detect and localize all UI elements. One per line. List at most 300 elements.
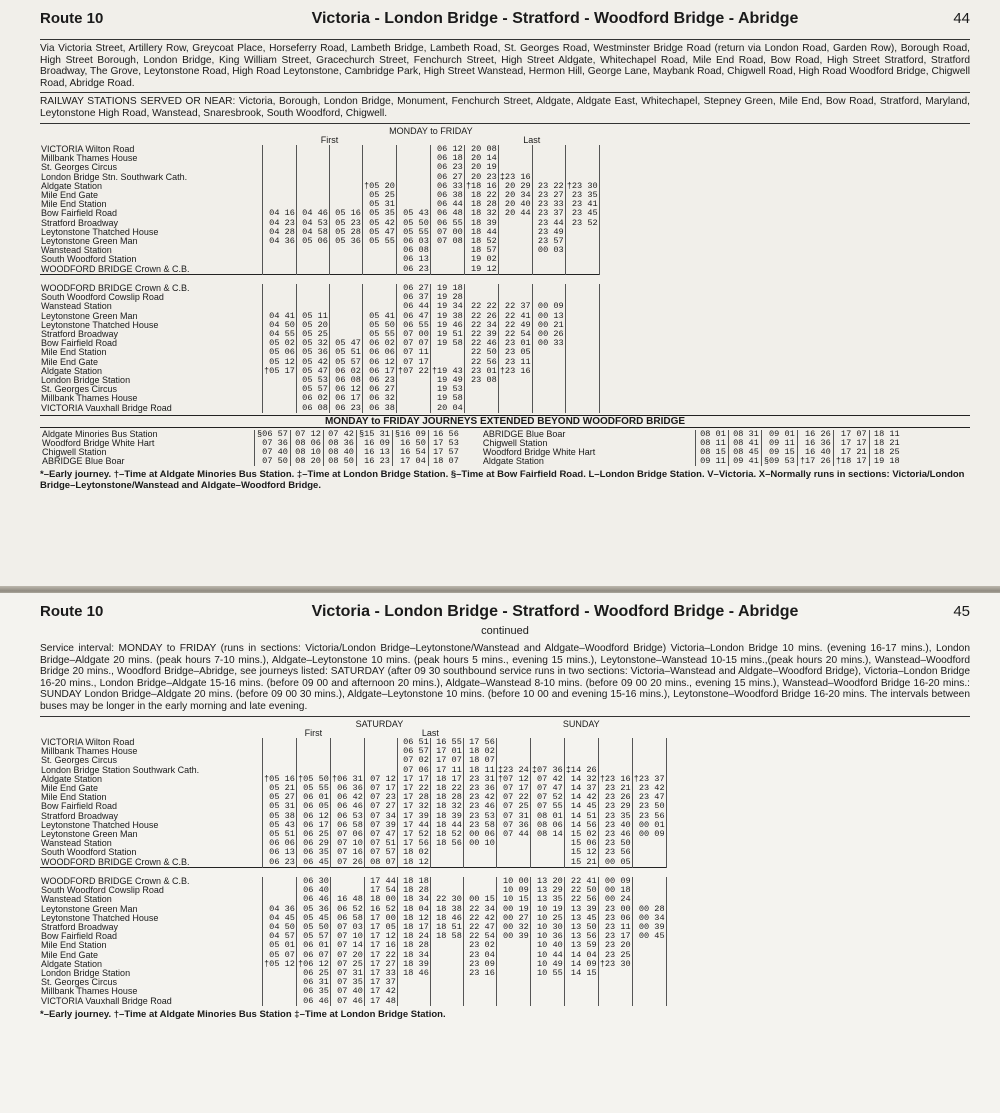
departure-time: 05 02 [263, 339, 297, 348]
departure-time: 19 58 [430, 394, 464, 403]
departure-time: 17 32 [397, 802, 430, 811]
departure-time: 06 38 [362, 404, 396, 413]
departure-time: 23 02 [463, 941, 496, 950]
table-row [40, 802, 666, 811]
departure-time [530, 997, 564, 1006]
departure-time [565, 330, 599, 339]
departure-time: 22 30 [430, 895, 463, 904]
departure-time [263, 163, 297, 172]
stop-name: St. Georges Circus [41, 756, 118, 766]
table-row [40, 348, 599, 357]
departure-time: 07 44 [496, 830, 530, 839]
departure-time [364, 756, 397, 765]
departure-time [364, 747, 397, 756]
departure-time: 07 46 [330, 997, 364, 1006]
departure-time: 07 16 [330, 848, 364, 857]
departure-time [263, 255, 297, 264]
departure-time: 06 38 [430, 191, 464, 200]
departure-time [263, 997, 297, 1006]
departure-time: 17 56 [463, 738, 496, 747]
stop-name: Wanstead Station [41, 895, 112, 905]
departure-time: 23 44 [532, 219, 565, 228]
departure-time: 17 28 [397, 793, 430, 802]
departure-time [598, 747, 632, 756]
departure-time: 00 15 [463, 895, 496, 904]
departure-time: 05 25 [296, 330, 329, 339]
departure-time: 00 21 [532, 321, 565, 330]
stop-name: WOODFORD BRIDGE Crown & C.B. [41, 877, 190, 886]
departure-time [362, 284, 396, 293]
departure-time: 06 06 [362, 348, 396, 357]
departure-time: 09 11 [695, 457, 728, 466]
departure-time: 17 44 [364, 877, 397, 886]
departure-time [362, 145, 396, 154]
departure-time [397, 987, 430, 996]
departure-time: 08 06 [290, 439, 323, 448]
departure-time [296, 163, 329, 172]
departure-time: 23 08 [464, 376, 498, 385]
departure-time: 17 16 [364, 941, 397, 950]
departure-time [430, 265, 464, 275]
stop-name: Leytonstone Green Man [41, 311, 138, 321]
departure-time: 07 47 [530, 784, 564, 793]
departure-time [263, 756, 297, 765]
departure-time: 08 14 [530, 830, 564, 839]
stop-name: VICTORIA Vauxhall Bridge Road [41, 403, 172, 413]
departure-time [362, 302, 396, 311]
stop-name: Woodford Bridge White Hart [482, 446, 596, 457]
departure-time: 23 42 [463, 793, 496, 802]
stop-name: Leytonstone Thatched House [41, 820, 159, 830]
stop-name: Millbank Thames House [41, 987, 138, 997]
departure-time [296, 302, 329, 311]
departure-time: 06 45 [296, 858, 330, 868]
departure-time [498, 255, 532, 264]
departure-time [564, 756, 598, 765]
departure-time [329, 312, 362, 321]
departure-time [329, 246, 362, 255]
departure-time [496, 978, 530, 987]
departure-time: 17 00 [364, 914, 397, 923]
departure-time [496, 987, 530, 996]
departure-time [396, 385, 430, 394]
departure-time [263, 969, 297, 978]
departure-time [396, 376, 430, 385]
stop-name: Bow Fairfield Road [41, 932, 118, 942]
departure-time: 06 03 [396, 237, 430, 246]
departure-time: 18 07 [428, 457, 461, 466]
departure-time [632, 839, 666, 848]
departure-time: 05 36 [296, 348, 329, 357]
stop-name: Mile End Gate [41, 357, 99, 367]
departure-time [430, 858, 463, 868]
departure-time: 05 51 [263, 830, 297, 839]
departure-time: 18 22 [430, 784, 463, 793]
departure-time [498, 284, 532, 293]
departure-time: 23 49 [532, 228, 565, 237]
departure-time [364, 738, 397, 747]
departure-time: 16 52 [364, 905, 397, 914]
departure-time [632, 969, 666, 978]
departure-time: 18 34 [397, 895, 430, 904]
departure-time [532, 404, 565, 413]
table-row [40, 793, 666, 802]
departure-time: 20 08 [464, 145, 498, 154]
departure-time: 08 01 [530, 812, 564, 821]
departure-time: 22 34 [464, 321, 498, 330]
departure-time: 09 01 [761, 430, 797, 439]
departure-time: 07 08 [430, 237, 464, 246]
departure-time [463, 997, 496, 1006]
table-row [40, 330, 599, 339]
departure-time: 16 26 [797, 430, 833, 439]
departure-time: 16 09 [356, 439, 392, 448]
departure-time: 19 51 [430, 330, 464, 339]
departure-time [362, 163, 396, 172]
departure-time [565, 237, 599, 246]
departure-time: 17 52 [397, 830, 430, 839]
departure-time [296, 200, 329, 209]
departure-time: 19 28 [430, 293, 464, 302]
departure-time [329, 284, 362, 293]
departure-time: 22 37 [498, 302, 532, 311]
departure-time [362, 293, 396, 302]
departure-time [263, 987, 297, 996]
departure-time [396, 182, 430, 191]
table-row [40, 358, 599, 367]
departure-time: 06 17 [329, 394, 362, 403]
departure-time [430, 348, 464, 357]
departure-time: 06 12 [430, 145, 464, 154]
weekend-timetable [40, 720, 667, 1006]
departure-time: 22 54 [463, 932, 496, 941]
departure-time: 13 59 [564, 941, 598, 950]
departure-time: 07 42 [530, 775, 564, 784]
departure-time [498, 394, 532, 403]
departure-time: 18 11 [463, 766, 496, 775]
departure-time: 08 40 [323, 448, 356, 457]
extended-journeys [40, 430, 970, 466]
departure-time: 23 50 [632, 802, 666, 811]
departure-time: †05 16 [264, 774, 295, 784]
departure-time [532, 358, 565, 367]
departure-time: 06 17 [362, 367, 396, 376]
stop-name: Woodford Bridge White Hart [42, 437, 155, 448]
table-row [40, 960, 666, 969]
departure-time: ‡07 36 [531, 765, 563, 775]
departure-time: †05 12 [264, 959, 295, 969]
departure-time: 06 12 [362, 358, 396, 367]
departure-time: †05 17 [264, 366, 295, 376]
continued-label: continued [481, 625, 529, 637]
table-row [40, 219, 599, 228]
departure-time [565, 339, 599, 348]
departure-time: 18 21 [869, 439, 902, 448]
departure-time: 18 44 [430, 821, 463, 830]
weekday-timetable [40, 127, 600, 413]
departure-time: 05 23 [329, 219, 362, 228]
table-row [40, 886, 666, 895]
departure-time: 08 36 [323, 439, 356, 448]
departure-time: 07 47 [364, 830, 397, 839]
departure-time [632, 756, 666, 765]
departure-time: 17 39 [397, 812, 430, 821]
departure-time: 05 55 [362, 237, 396, 246]
stop-name: ABRIDGE Blue Boar [482, 428, 566, 439]
departure-time: 10 44 [530, 951, 564, 960]
departure-time [498, 404, 532, 413]
departure-time: 05 57 [329, 358, 362, 367]
departure-time [598, 766, 632, 775]
departure-time: 07 31 [496, 812, 530, 821]
departure-time: 05 20 [296, 321, 329, 330]
departure-time: 18 32 [430, 802, 463, 811]
departure-time: 20 23 [464, 173, 498, 182]
departure-time: 22 50 [564, 886, 598, 895]
departure-time [263, 376, 297, 385]
departure-time: †06 31 [331, 774, 363, 784]
departure-time: 14 04 [564, 951, 598, 960]
departure-time: 23 16 [463, 969, 496, 978]
departure-time [330, 886, 364, 895]
departure-time [532, 348, 565, 357]
departure-time: 00 32 [496, 923, 530, 932]
stop-name: Millbank Thames House [41, 747, 138, 757]
departure-time [329, 321, 362, 330]
table-row [40, 895, 666, 904]
departure-time: 06 02 [329, 367, 362, 376]
departure-time: 18 22 [464, 191, 498, 200]
service-interval: Service interval: MONDAY to FRIDAY (runs in sections: Victoria/London Bridge–Leytonstone/Wanstead and Aldgate–Woodford Bridge) Victoria–London Bridge 10 mins. (evening 16-17 mins.), London Bridge–Aldgate 20 mins. (peak hours 7-10 mins.), Aldgate–Leytonstone 10 mins. (peak hours 5 mins., evening 15 mins.), Leytonstone–Wanstead 10-15 mins.,(peak hours 20 mins.), Wanstead–Woodford Bridge 20 mins., Woodford Bridge–Abridge, see journeys listed: SATURDAY (after 09 30 southbound service runs in two sections: Victoria–Wanstead and Aldgate–Woodford Bridge), Victoria–London Bridge 16-20 mins., London Bridge–Aldgate 15-16 mins. (before 09 00 and afternoon 20 mins.), Aldgate–Wanstead 8-10 mins. (before 09 00 20 mins., evening 15 mins.), Wanstead–Woodford Bridge 16-20 mins.: SUNDAY London Bridge–Aldgate 20 mins. (before 09 00 30 mins.), Aldgate–Leytonstone 10 mins. (before 10 00 and evening 15-16 mins.), Leytonstone–Woodford Bridge 16-20 mins. The intervals between buses may be longer in the early morning and late evening. [40, 643, 970, 712]
departure-time: 22 39 [464, 330, 498, 339]
departure-time: 00 01 [632, 821, 666, 830]
departure-time: 06 37 [396, 293, 430, 302]
footnote: *–Early journey. †–Time at Aldgate Minories Bus Station ‡–Time at London Bridge Station. [40, 1008, 446, 1020]
stop-name: Aldgate Station [41, 774, 103, 784]
departure-time [430, 951, 463, 960]
departure-time: 07 23 [364, 793, 397, 802]
departure-time: 05 07 [263, 951, 297, 960]
departure-time: 17 48 [364, 997, 397, 1006]
departure-time [296, 182, 329, 191]
departure-time: 06 02 [296, 394, 329, 403]
extended-right [481, 430, 902, 466]
departure-time: 06 08 [329, 376, 362, 385]
departure-time [498, 265, 532, 275]
departure-time: 07 25 [330, 960, 364, 969]
departure-time: 17 22 [364, 951, 397, 960]
stop-name: Mile End Gate [41, 950, 99, 960]
departure-time [498, 163, 532, 172]
departure-time: 23 09 [463, 960, 496, 969]
departure-time [396, 191, 430, 200]
departure-time [263, 284, 297, 293]
departure-time: 23 06 [598, 914, 632, 923]
table-row [40, 255, 599, 264]
departure-time [296, 265, 329, 275]
departure-time: 18 46 [397, 969, 430, 978]
departure-time [632, 747, 666, 756]
stop-name: South Woodford Cowslip Road [41, 886, 164, 896]
departure-time: 06 42 [330, 793, 364, 802]
departure-time: 23 00 [598, 905, 632, 914]
departure-time: 05 47 [329, 339, 362, 348]
departure-time: 07 10 [330, 839, 364, 848]
stop-name: Leytonstone Thatched House [41, 320, 159, 330]
departure-time: 07 12 [364, 775, 397, 784]
departure-time: 07 17 [364, 784, 397, 793]
departure-time: 23 56 [598, 848, 632, 857]
departure-time: 10 30 [530, 923, 564, 932]
departure-time: ‡14 26 [565, 765, 597, 775]
departure-time: 07 40 [330, 987, 364, 996]
departure-time: 22 22 [464, 302, 498, 311]
departure-time: 06 12 [296, 812, 330, 821]
departure-time [565, 145, 599, 154]
departure-time [598, 738, 632, 747]
departure-time: 05 12 [263, 358, 297, 367]
departure-time: 00 03 [532, 246, 565, 255]
departure-time [565, 293, 599, 302]
departure-time: 09 15 [761, 448, 797, 457]
table-row [40, 163, 599, 172]
departure-time: 06 17 [296, 821, 330, 830]
departure-time: 10 15 [496, 895, 530, 904]
departure-time: 18 39 [397, 960, 430, 969]
table-row [481, 457, 902, 466]
departure-time [464, 284, 498, 293]
departure-time [329, 200, 362, 209]
departure-time [565, 228, 599, 237]
departure-time: †18 17 [833, 457, 869, 466]
stop-name: Aldgate Station [41, 959, 103, 969]
stop-name: London Bridge Station [41, 376, 131, 386]
stop-name: Bow Fairfield Road [41, 339, 118, 349]
departure-time: 16 48 [330, 895, 364, 904]
extended-left [40, 430, 461, 466]
departure-time: 06 44 [430, 200, 464, 209]
departure-time: 18 32 [464, 209, 498, 218]
departure-time: 09 41 [728, 457, 761, 466]
departure-time: 17 57 [428, 448, 461, 457]
departure-time [496, 848, 530, 857]
departure-time: 10 40 [530, 941, 564, 950]
departure-time: †05 20 [363, 181, 395, 191]
departure-time: 18 44 [464, 228, 498, 237]
stop-name: London Bridge Station [41, 969, 131, 979]
departure-time: 06 58 [330, 914, 364, 923]
departure-time [430, 969, 463, 978]
departure-time [396, 163, 430, 172]
departure-time: 06 44 [396, 302, 430, 311]
table-row [40, 404, 599, 413]
departure-time [498, 219, 532, 228]
last-label: Last [421, 728, 439, 738]
departure-time [632, 951, 666, 960]
outbound-rows [40, 145, 599, 274]
departure-time: 18 38 [430, 905, 463, 914]
departure-time: 05 47 [296, 367, 329, 376]
railway-stations: RAILWAY STATIONS SERVED OR NEAR: Victoria, Borough, London Bridge, Monument, Fenchurch Street, Aldgate, Aldgate East, Whitechapel, Stepney Green, Mile End, Bow Road, Stratford, Maryland, Leytonstone High Road, Wanstead, Snaresbrook, South Woodford, Chigwell. [40, 96, 970, 119]
departure-time: 06 08 [396, 246, 430, 255]
departure-time: 07 20 [330, 951, 364, 960]
table-row [40, 302, 599, 311]
departure-time: 18 39 [430, 812, 463, 821]
departure-time: 06 23 [263, 858, 297, 868]
departure-time: 06 55 [430, 219, 464, 228]
departure-time: 06 06 [263, 839, 297, 848]
departure-time: 16 40 [797, 448, 833, 457]
departure-time: 16 23 [356, 457, 392, 466]
departure-time [565, 404, 599, 413]
departure-time [430, 246, 464, 255]
stop-name: Leytonstone Green Man [41, 904, 138, 914]
stop-name: London Bridge Stn. Southwark Cath. [41, 172, 188, 182]
departure-time [362, 173, 396, 182]
departure-time: 04 50 [263, 321, 297, 330]
departure-time: 05 38 [263, 812, 297, 821]
table-row [40, 237, 599, 246]
departure-time: 00 28 [632, 905, 666, 914]
departure-time: 17 56 [397, 839, 430, 848]
departure-time [296, 293, 329, 302]
departure-time: 17 11 [430, 766, 463, 775]
departure-time: 16 56 [428, 430, 461, 439]
departure-time: 06 55 [396, 321, 430, 330]
extension-banner: MONDAY to FRIDAY JOURNEYS EXTENDED BEYOND WOODFORD BRIDGE [40, 415, 970, 428]
departure-time [296, 747, 330, 756]
departure-time: 15 21 [564, 858, 598, 868]
departure-time: †05 50 [297, 774, 329, 784]
stop-name: Millbank Thames House [41, 154, 138, 164]
departure-time [496, 738, 530, 747]
departure-time: 08 45 [728, 448, 761, 457]
departure-time [263, 293, 297, 302]
departure-time: 22 42 [463, 914, 496, 923]
departure-time [598, 997, 632, 1006]
departure-time: 05 55 [296, 784, 330, 793]
departure-time: 17 37 [364, 978, 397, 987]
inbound-rows [40, 284, 599, 413]
table-row [40, 321, 599, 330]
stop-name: Aldgate Station [482, 455, 544, 466]
departure-time: 13 45 [564, 914, 598, 923]
departure-time [498, 237, 532, 246]
departure-time: †18 16 [465, 181, 497, 191]
departure-time [565, 312, 599, 321]
table-row [40, 265, 599, 275]
stop-name: Millbank Thames House [41, 394, 138, 404]
departure-time: 20 29 [498, 182, 532, 191]
departure-time: 06 31 [296, 978, 330, 987]
departure-time: 23 01 [498, 339, 532, 348]
departure-time [532, 173, 565, 182]
table-row [40, 756, 666, 765]
table-row [40, 312, 599, 321]
departure-time: 00 27 [496, 914, 530, 923]
table-row [40, 284, 599, 293]
departure-time: 06 13 [263, 848, 297, 857]
departure-time: 07 07 [396, 339, 430, 348]
departure-time [329, 255, 362, 264]
departure-time [632, 858, 666, 868]
table-row [40, 154, 599, 163]
departure-time: 06 35 [296, 848, 330, 857]
departure-time [565, 385, 599, 394]
departure-time: 05 43 [263, 821, 297, 830]
departure-time [496, 969, 530, 978]
departure-time: 16 36 [797, 439, 833, 448]
